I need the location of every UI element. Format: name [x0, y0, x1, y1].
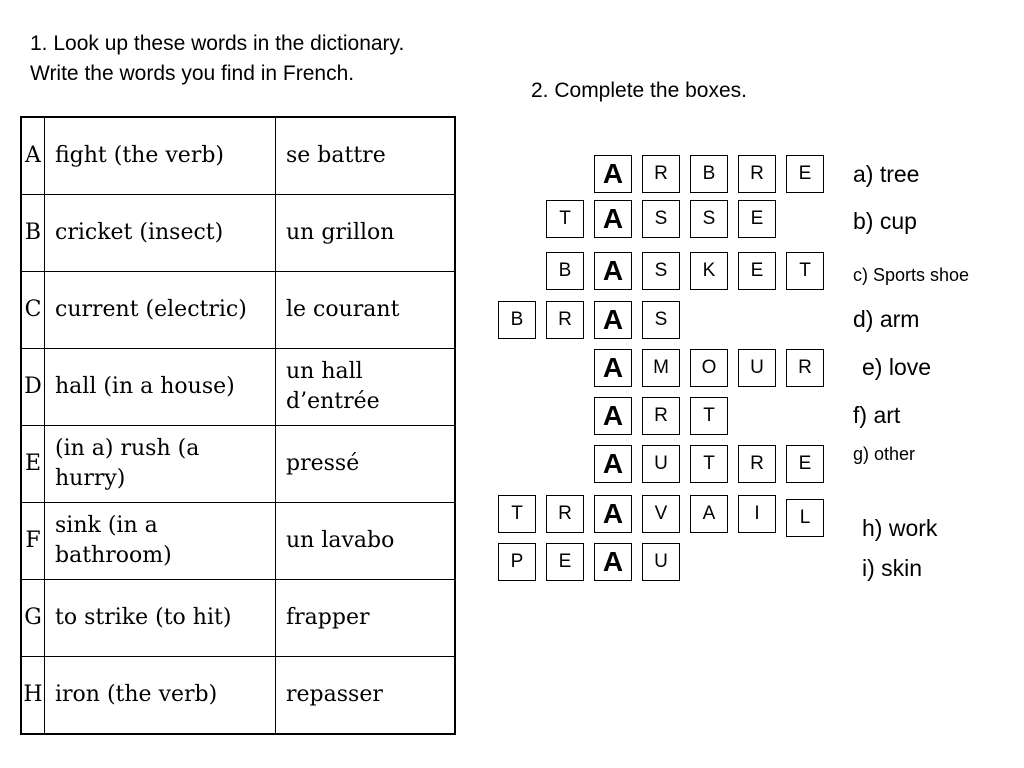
clue-love: e) love — [862, 354, 932, 380]
table-row — [21, 503, 455, 580]
english-cell: fight (the verb) — [45, 117, 276, 195]
letter-box[interactable]: S — [642, 301, 680, 339]
letter-box[interactable]: A — [690, 495, 728, 533]
english-cell: to strike (to hit) — [45, 580, 276, 657]
letter-box[interactable]: R — [738, 155, 776, 193]
letter-box[interactable]: R — [642, 397, 680, 435]
key-letter-box[interactable]: A — [594, 397, 632, 435]
clue-sports-shoe: c) Sports shoe — [853, 265, 970, 285]
english-cell: current (electric) — [45, 272, 276, 349]
french-cell: repasser — [276, 657, 456, 735]
table-row — [21, 195, 455, 272]
french-cell: un hall d’entrée — [276, 349, 456, 426]
letter-box[interactable]: E — [786, 445, 824, 483]
french-cell: frapper — [276, 580, 456, 657]
key-letter-box[interactable]: A — [594, 155, 632, 193]
table-row — [21, 580, 455, 657]
letter-box[interactable]: S — [690, 200, 728, 238]
english-cell: cricket (insect) — [45, 195, 276, 272]
instruction-part-2: 2. Complete the boxes. — [531, 79, 747, 102]
letter-cell: B — [21, 195, 45, 272]
letter-box[interactable]: T — [498, 495, 536, 533]
key-letter-box[interactable]: A — [594, 495, 632, 533]
letter-box[interactable]: U — [738, 349, 776, 387]
letter-box[interactable]: R — [786, 349, 824, 387]
key-letter-box[interactable]: A — [594, 252, 632, 290]
letter-box[interactable]: K — [690, 252, 728, 290]
letter-box[interactable]: M — [642, 349, 680, 387]
letter-box[interactable]: I — [738, 495, 776, 533]
letter-box[interactable]: E — [738, 200, 776, 238]
table-row — [21, 349, 455, 426]
english-cell: hall (in a house) — [45, 349, 276, 426]
table-row — [21, 117, 455, 195]
letter-cell: E — [21, 426, 45, 503]
letter-box[interactable]: B — [498, 301, 536, 339]
english-cell: (in a) rush (a hurry) — [45, 426, 276, 503]
letter-cell: H — [21, 657, 45, 735]
letter-cell: F — [21, 503, 45, 580]
letter-box[interactable]: B — [690, 155, 728, 193]
key-letter-box[interactable]: A — [594, 349, 632, 387]
letter-box[interactable]: R — [738, 445, 776, 483]
letter-box[interactable]: T — [546, 200, 584, 238]
letter-box[interactable]: U — [642, 543, 680, 581]
clue-other: g) other — [853, 444, 916, 464]
french-cell: un grillon — [276, 195, 456, 272]
letter-box[interactable]: R — [546, 301, 584, 339]
french-cell: pressé — [276, 426, 456, 503]
letter-box[interactable]: R — [642, 155, 680, 193]
letter-box[interactable]: E — [546, 543, 584, 581]
vocabulary-table — [20, 116, 456, 735]
letter-cell: C — [21, 272, 45, 349]
clue-skin: i) skin — [862, 555, 923, 581]
clue-tree: a) tree — [853, 161, 920, 187]
english-cell: iron (the verb) — [45, 657, 276, 735]
letter-box[interactable]: S — [642, 200, 680, 238]
table-row — [21, 426, 455, 503]
clue-arm: d) arm — [853, 306, 920, 332]
key-letter-box[interactable]: A — [594, 543, 632, 581]
letter-cell: D — [21, 349, 45, 426]
instruction-part-1: 1. Look up these words in the dictionary. Write the words you find in French. — [30, 32, 405, 85]
letter-cell: G — [21, 580, 45, 657]
letter-box[interactable]: E — [738, 252, 776, 290]
clue-work: h) work — [862, 515, 938, 541]
letter-box[interactable]: U — [642, 445, 680, 483]
letter-box[interactable]: O — [690, 349, 728, 387]
table-row — [21, 272, 455, 349]
letter-box[interactable]: T — [690, 445, 728, 483]
letter-box[interactable]: R — [546, 495, 584, 533]
letter-box[interactable]: T — [690, 397, 728, 435]
letter-cell: A — [21, 117, 45, 195]
letter-box[interactable]: S — [642, 252, 680, 290]
french-cell: se battre — [276, 117, 456, 195]
key-letter-box[interactable]: A — [594, 301, 632, 339]
clue-art: f) art — [853, 402, 901, 428]
letter-box[interactable]: B — [546, 252, 584, 290]
letter-box[interactable]: P — [498, 543, 536, 581]
clue-cup: b) cup — [853, 208, 917, 234]
key-letter-box[interactable]: A — [594, 200, 632, 238]
french-cell: le courant — [276, 272, 456, 349]
key-letter-box[interactable]: A — [594, 445, 632, 483]
letter-box[interactable]: T — [786, 252, 824, 290]
letter-box[interactable]: E — [786, 155, 824, 193]
french-cell: un lavabo — [276, 503, 456, 580]
english-cell: sink (in a bathroom) — [45, 503, 276, 580]
letter-box[interactable]: V — [642, 495, 680, 533]
table-row — [21, 657, 455, 735]
letter-box[interactable]: L — [786, 499, 824, 537]
